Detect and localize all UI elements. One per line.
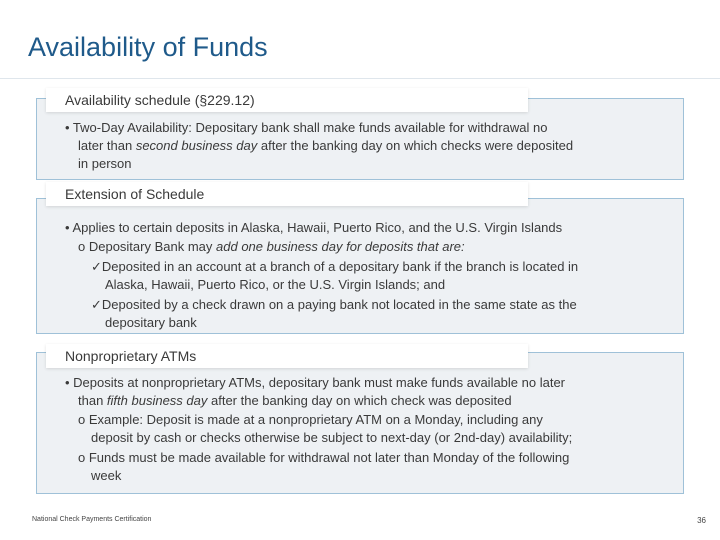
bullet-two-day-line3: in person (78, 156, 132, 171)
page-number: 36 (697, 516, 706, 525)
sub-bullet-example-line2: deposit by cash or checks otherwise be subject to next-day (or 2nd-day) availability; (91, 430, 573, 445)
check-item-paying-bank-line2: depositary bank (105, 315, 197, 330)
section-header-extension: Extension of Schedule (46, 182, 528, 206)
sub-bullet-funds-available: o Funds must be made available for withdrawal not later than Monday of the following (78, 450, 570, 465)
checkmark-icon: ✓ (91, 260, 102, 275)
bullet-nonproprietary-line2: than fifth business day after the banking day on which check was deposited (78, 393, 512, 408)
section-header-availability-schedule: Availability schedule (§229.12) (46, 88, 528, 112)
sub-bullet-add-business-day: o Depositary Bank may add one business day for deposits that are: (78, 239, 465, 254)
check-item-branch-location: ✓Deposited in an account at a branch of a depositary bank if the branch is located in (91, 259, 579, 275)
sub-bullet-example: o Example: Deposit is made at a nonproprietary ATM on a Monday, including any (78, 412, 543, 427)
checkmark-icon: ✓ (91, 298, 102, 313)
bullet-applies-to-deposits: • Applies to certain deposits in Alaska, Hawaii, Puerto Rico, and the U.S. Virgin Islands (65, 220, 563, 235)
bullet-nonproprietary-deposits: • Deposits at nonproprietary ATMs, depositary bank must make funds available no later (65, 375, 566, 390)
sub-bullet-funds-available-line2: week (91, 468, 122, 483)
check-item-paying-bank: ✓Deposited by a check drawn on a paying bank not located in the same state as the (91, 297, 577, 313)
bullet-two-day-availability: • Two-Day Availability: Depositary bank shall make funds available for withdrawal no (65, 120, 548, 135)
section-header-nonproprietary-atms: Nonproprietary ATMs (46, 344, 528, 368)
title-divider (0, 78, 720, 79)
check-item-branch-location-line2: Alaska, Hawaii, Puerto Rico, or the U.S. Virgin Islands; and (105, 277, 446, 292)
footer-label: National Check Payments Certification (32, 516, 152, 523)
page-title: Availability of Funds (28, 32, 268, 62)
bullet-two-day-line2: later than second business day after the banking day on which checks were deposited (78, 138, 574, 153)
